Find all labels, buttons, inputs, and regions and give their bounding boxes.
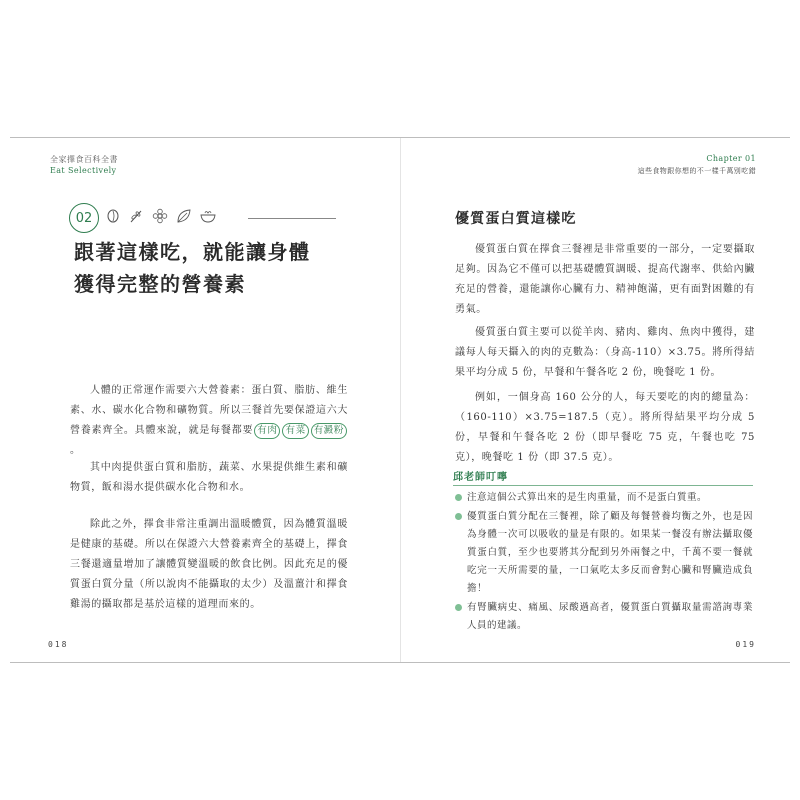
section-number-badge [69, 203, 99, 233]
nutrient-source-paragraph: 其中肉提供蛋白質和脂肪，蔬菜、水果提供維生素和礦物質，飯和湯水提供碳水化合物和水。 [70, 462, 348, 493]
running-header-title: 全家擇食百科全書 [50, 155, 118, 164]
page-heading [74, 236, 374, 300]
protein-intro-paragraph: 優質蛋白質在擇食三餐裡是非常重要的一部分，一定要攝取足夠。因為它不僅可以把基礎體質調暖、提高代謝率、供給內臟充足的營養，還能讓你心臟有力、精神飽滿，更有面對困難的有勇氣。 [455, 244, 755, 315]
page-number-left: 018 [48, 640, 69, 649]
bowl-icon [200, 209, 216, 223]
heading-line-2: 獲得完整的營養素 [74, 272, 246, 296]
pill-vegetable: 有菜 [282, 423, 308, 439]
flower-icon [152, 208, 168, 224]
intro-end: 。 [70, 445, 81, 456]
protein-example-paragraph: 例如，一個身高 160 公分的人，每天要吃的肉的總量為：（160-110）×3.75=187.5（克）。將所得結果平均分成 5 份，早餐和午餐各吃 2 份（即早餐吃 75 克，午餐也吃 75 克），晚餐吃 1 份（即 37.5 克）。 [455, 392, 755, 463]
list-item [453, 489, 753, 507]
tips-rule [453, 485, 753, 486]
list-item [453, 508, 753, 598]
pill-starch: 有澱粉 [311, 423, 347, 439]
pill-meat: 有肉 [254, 423, 280, 439]
tip-text: 注意這個公式算出來的是生肉重量，而不是蛋白質重。 [467, 492, 708, 503]
page-number-right: 019 [735, 640, 756, 649]
bullet-dot-icon [455, 604, 462, 611]
tips-list [453, 489, 753, 636]
section-number: 02 [75, 210, 93, 226]
left-page [10, 138, 401, 662]
warm-body-paragraph: 除此之外，擇食非常注重調出溫暖體質，因為體質溫暖是健康的基礎。所以在保證六大營養素齊全的基礎上，擇食三餐還適量增加了讓體質變溫暖的飲食比例。因此充足的優質蛋白質分量（所以說肉不能攝取的太少）及溫薑汁和擇食雞湯的攝取都是基於這樣的道理而來的。 [70, 519, 348, 610]
decoration-icons [106, 208, 216, 224]
tip-text: 優質蛋白質分配在三餐裡，除了顧及每餐營養均衡之外，也是因為身體一次可以吸收的量是有限的。如果某一餐沒有辦法攝取優質蛋白質，至少也要將其分配到另外兩餐之中，千萬不要一餐就吃完一天所需要的量，一口氣吃太多反而會對心臟和腎臟造成負擔！ [467, 511, 753, 594]
tip-text: 有腎臟病史、痛風、尿酸過高者，優質蛋白質攝取量需諮詢專業人員的建議。 [467, 602, 753, 631]
intro-text: 人體的正常運作需要六大營養素：蛋白質、脂肪、維生素、水、碳水化合物和礦物質。所以三餐首先要保證這六大營養素齊全。具體來說，就是每餐都要 [70, 385, 348, 436]
heading-line-1: 跟著這樣吃，就能讓身體 [74, 240, 311, 264]
right-page [401, 138, 792, 662]
bullet-dot-icon [455, 494, 462, 501]
running-header-tagline: 這些食物跟你想的不一樣千萬別吃錯 [637, 167, 756, 175]
tips-title: 邱老師叮嚀 [453, 472, 508, 483]
protein-formula-paragraph: 優質蛋白質主要可以從羊肉、豬肉、雞肉、魚肉中獲得，建議每人每天攝入的肉的克數為：（身高-110）×3.75。將所得結果平均分成 5 份，早餐和午餐各吃 2 份，晚餐吃 1 份。 [455, 327, 755, 378]
section-title: 優質蛋白質這樣吃 [455, 211, 577, 227]
bullet-dot-icon [455, 513, 462, 520]
intro-paragraph [70, 381, 348, 461]
herb-sprig-icon [128, 208, 144, 224]
seed-icon [106, 209, 120, 223]
running-header-chapter: Chapter 01 [706, 154, 756, 163]
running-header-subtitle: Eat Selectively [50, 166, 117, 175]
bottom-rule [10, 662, 790, 663]
heading-rule [248, 218, 336, 219]
list-item [453, 599, 753, 635]
leaf-icon [176, 208, 192, 224]
